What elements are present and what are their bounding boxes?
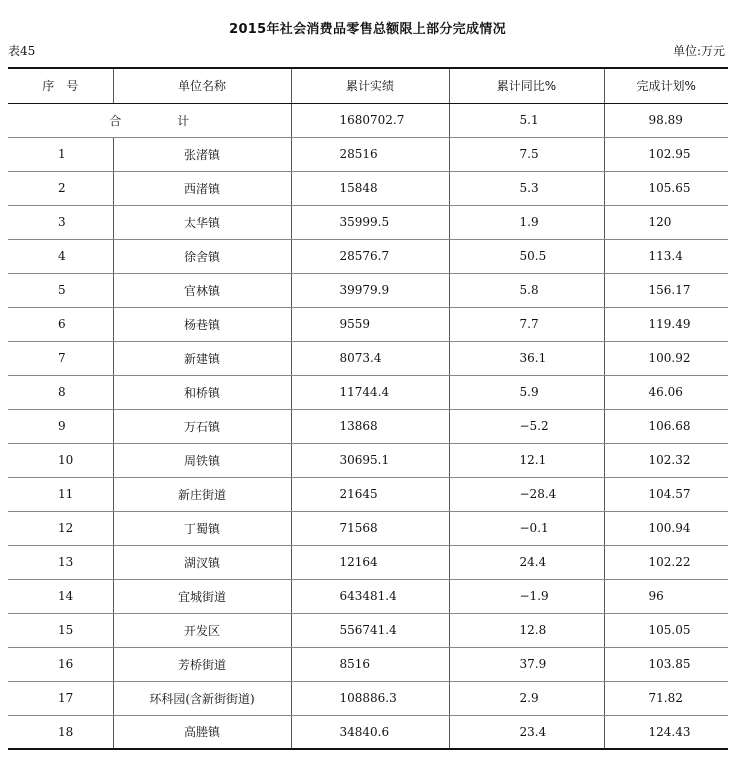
row-unit-name: 太华镇 (113, 205, 291, 239)
table-row (8, 307, 728, 341)
row-actual: 8073.4 (291, 341, 449, 375)
row-unit-name: 高塍镇 (113, 715, 291, 749)
row-yoy: 5.3 (449, 171, 604, 205)
row-yoy: 1.9 (449, 205, 604, 239)
row-plan: 156.17 (604, 273, 728, 307)
table-row (8, 443, 728, 477)
row-yoy: −0.1 (449, 511, 604, 545)
row-plan: 100.92 (604, 341, 728, 375)
row-actual: 39979.9 (291, 273, 449, 307)
row-actual: 71568 (291, 511, 449, 545)
table-row (8, 647, 728, 681)
row-actual: 556741.4 (291, 613, 449, 647)
row-index: 9 (8, 409, 113, 443)
table-row (8, 375, 728, 409)
row-yoy: −1.9 (449, 579, 604, 613)
row-actual: 12164 (291, 545, 449, 579)
row-actual: 28516 (291, 137, 449, 171)
row-yoy: 5.9 (449, 375, 604, 409)
row-index: 7 (8, 341, 113, 375)
row-index: 18 (8, 715, 113, 749)
row-unit-name: 杨巷镇 (113, 307, 291, 341)
row-index: 11 (8, 477, 113, 511)
row-yoy: 12.1 (449, 443, 604, 477)
total-row (8, 103, 728, 137)
row-unit-name: 徐舍镇 (113, 239, 291, 273)
row-unit-name: 开发区 (113, 613, 291, 647)
row-plan: 103.85 (604, 647, 728, 681)
row-index: 5 (8, 273, 113, 307)
table-row (8, 137, 728, 171)
header-index: 序 号 (8, 68, 113, 103)
header-plan: 完成计划% (604, 68, 728, 103)
row-unit-name: 西渚镇 (113, 171, 291, 205)
row-actual: 35999.5 (291, 205, 449, 239)
row-plan: 113.4 (604, 239, 728, 273)
row-index: 17 (8, 681, 113, 715)
table-row (8, 341, 728, 375)
total-yoy: 5.1 (449, 103, 604, 137)
page-title: 2015年社会消费品零售总额限上部分完成情况 (229, 22, 506, 37)
row-index: 13 (8, 545, 113, 579)
row-actual: 34840.6 (291, 715, 449, 749)
row-index: 16 (8, 647, 113, 681)
row-yoy: 37.9 (449, 647, 604, 681)
row-actual: 21645 (291, 477, 449, 511)
row-index: 3 (8, 205, 113, 239)
row-unit-name: 万石镇 (113, 409, 291, 443)
row-plan: 102.32 (604, 443, 728, 477)
table-row (8, 477, 728, 511)
row-index: 8 (8, 375, 113, 409)
row-unit-name: 新庄街道 (113, 477, 291, 511)
row-plan: 106.68 (604, 409, 728, 443)
row-index: 6 (8, 307, 113, 341)
row-unit-name: 官林镇 (113, 273, 291, 307)
header-yoy: 累计同比% (449, 68, 604, 103)
row-yoy: −28.4 (449, 477, 604, 511)
table-row (8, 511, 728, 545)
row-plan: 102.22 (604, 545, 728, 579)
row-plan: 104.57 (604, 477, 728, 511)
row-plan: 105.05 (604, 613, 728, 647)
row-unit-name: 新建镇 (113, 341, 291, 375)
row-yoy: −5.2 (449, 409, 604, 443)
table-row (8, 409, 728, 443)
row-unit-name: 丁蜀镇 (113, 511, 291, 545)
row-actual: 13868 (291, 409, 449, 443)
row-yoy: 2.9 (449, 681, 604, 715)
row-yoy: 7.5 (449, 137, 604, 171)
table-label: 表45 (8, 44, 36, 58)
row-unit-name: 芳桥街道 (113, 647, 291, 681)
row-unit-name: 周铁镇 (113, 443, 291, 477)
row-index: 14 (8, 579, 113, 613)
table-row (8, 545, 728, 579)
row-yoy: 23.4 (449, 715, 604, 749)
header-actual: 累计实绩 (291, 68, 449, 103)
row-plan: 96 (604, 579, 728, 613)
row-plan: 124.43 (604, 715, 728, 749)
table-row (8, 171, 728, 205)
row-plan: 46.06 (604, 375, 728, 409)
row-index: 15 (8, 613, 113, 647)
row-yoy: 50.5 (449, 239, 604, 273)
row-plan: 100.94 (604, 511, 728, 545)
row-unit-name: 张渚镇 (113, 137, 291, 171)
row-actual: 15848 (291, 171, 449, 205)
total-label (8, 103, 291, 137)
table-row (8, 613, 728, 647)
table-row (8, 239, 728, 273)
row-index: 10 (8, 443, 113, 477)
row-plan: 119.49 (604, 307, 728, 341)
data-table (8, 67, 728, 750)
row-yoy: 36.1 (449, 341, 604, 375)
row-unit-name: 环科园(含新街街道) (113, 681, 291, 715)
table-row (8, 715, 728, 749)
row-index: 12 (8, 511, 113, 545)
row-actual: 28576.7 (291, 239, 449, 273)
row-actual: 108886.3 (291, 681, 449, 715)
row-actual: 11744.4 (291, 375, 449, 409)
row-unit-name: 和桥镇 (113, 375, 291, 409)
row-yoy: 7.7 (449, 307, 604, 341)
row-plan: 102.95 (604, 137, 728, 171)
header-unit-name: 单位名称 (113, 68, 291, 103)
row-actual: 30695.1 (291, 443, 449, 477)
row-plan: 105.65 (604, 171, 728, 205)
total-plan: 98.89 (604, 103, 728, 137)
row-index: 1 (8, 137, 113, 171)
row-yoy: 24.4 (449, 545, 604, 579)
row-actual: 8516 (291, 647, 449, 681)
row-plan: 71.82 (604, 681, 728, 715)
row-index: 4 (8, 239, 113, 273)
total-label-right: 计 (177, 113, 190, 128)
unit-label: 单位:万元 (672, 44, 725, 58)
total-label-left: 合 (109, 113, 122, 128)
row-unit-name: 湖汊镇 (113, 545, 291, 579)
table-row (8, 273, 728, 307)
row-actual: 643481.4 (291, 579, 449, 613)
header-row (8, 68, 728, 103)
table-row (8, 205, 728, 239)
row-plan: 120 (604, 205, 728, 239)
row-unit-name: 宜城街道 (113, 579, 291, 613)
row-index: 2 (8, 171, 113, 205)
table-row (8, 681, 728, 715)
row-actual: 9559 (291, 307, 449, 341)
row-yoy: 12.8 (449, 613, 604, 647)
table-row (8, 579, 728, 613)
total-actual: 1680702.7 (291, 103, 449, 137)
row-yoy: 5.8 (449, 273, 604, 307)
